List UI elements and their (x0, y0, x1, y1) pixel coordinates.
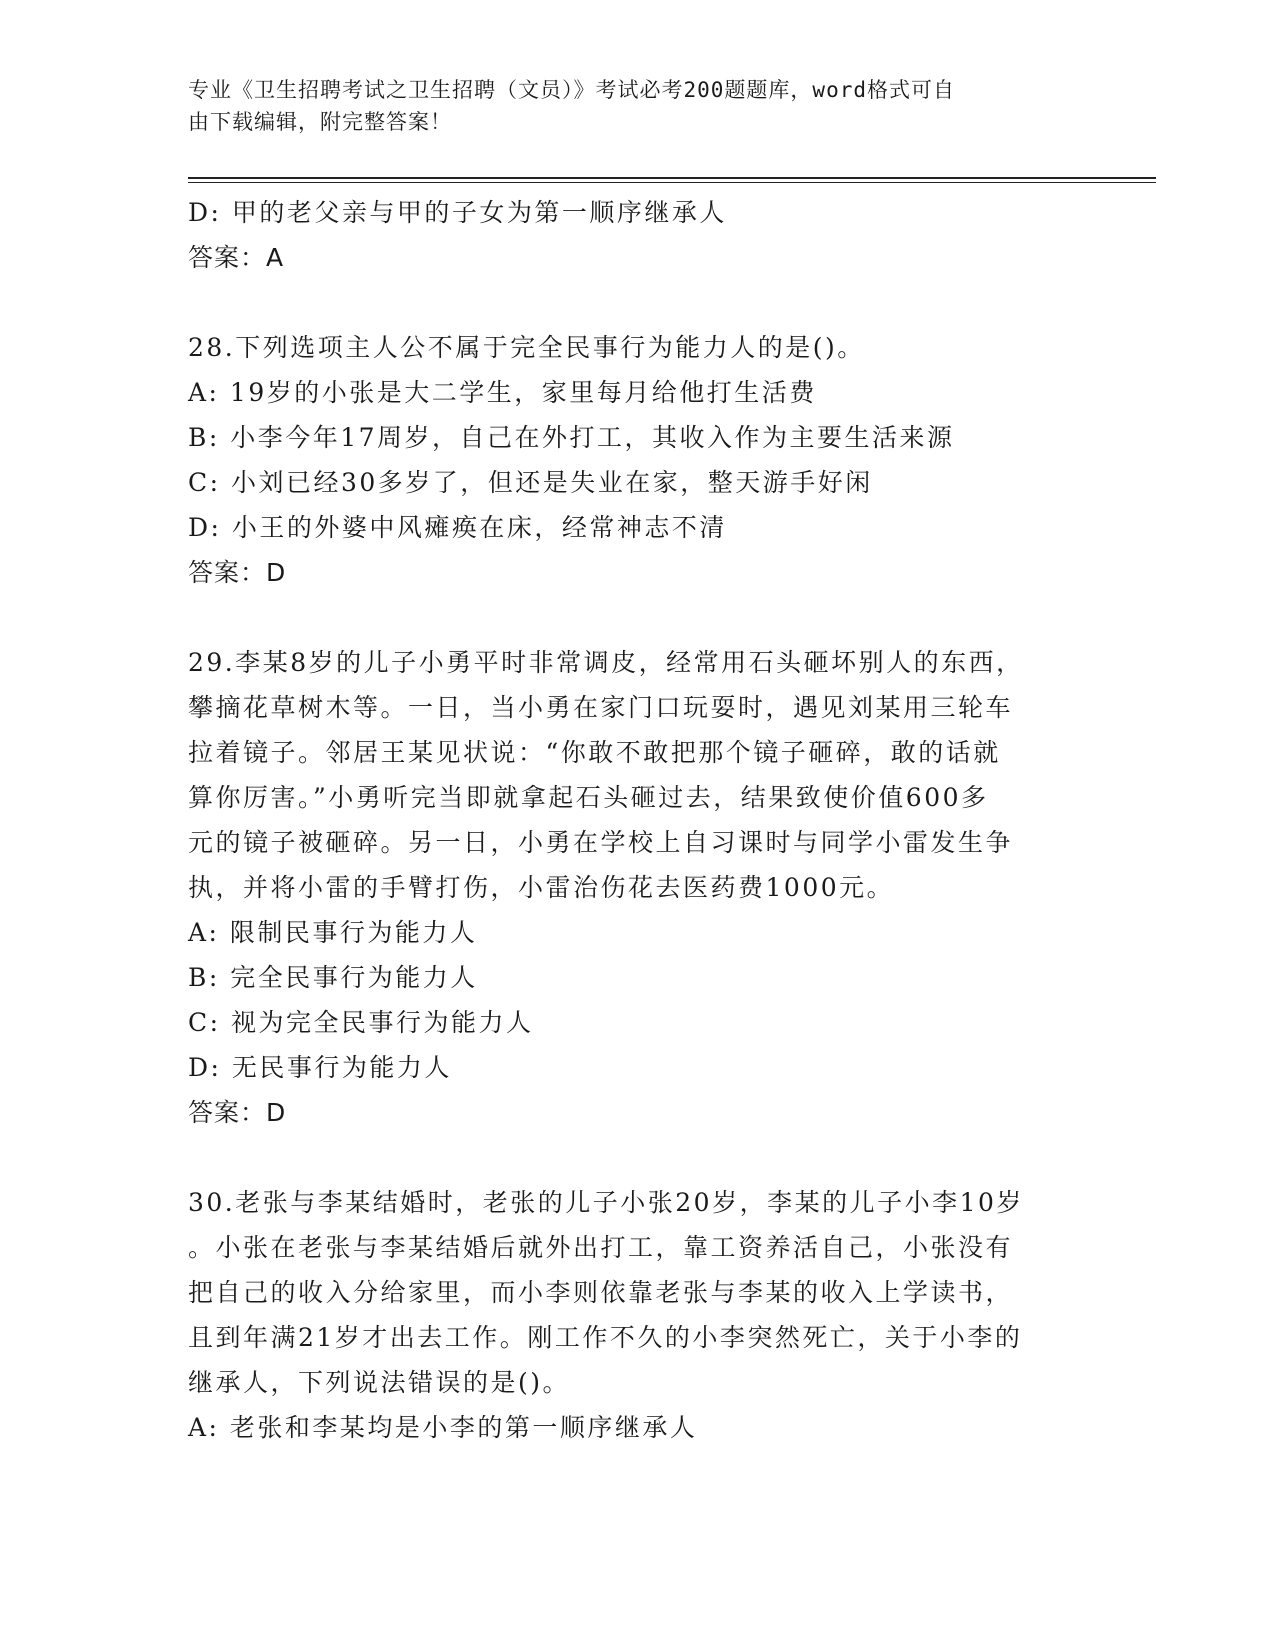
document-body (188, 190, 1088, 1450)
answer-line: 答案：A (188, 243, 285, 272)
question-stem-line: 。小张在老张与李某结婚后就外出打工，靠工资养活自己，小张没有 (188, 1233, 1014, 1262)
option-b: B: 小李今年17周岁，自己在外打工，其收入作为主要生活来源 (188, 423, 955, 452)
option-a: A: 老张和李某均是小李的第一顺序继承人 (188, 1413, 698, 1442)
header-title-line-2: 由下载编辑，附完整答案！ (188, 110, 452, 134)
question-stem-line: 29.李某8岁的儿子小勇平时非常调皮，经常用石头砸坏别人的东西， (188, 648, 1024, 677)
answer-line: 答案：D (188, 558, 287, 587)
question-stem-line: 把自己的收入分给家里，而小李则依靠老张与李某的收入上学读书， (188, 1278, 1014, 1307)
question-stem-line: 30.老张与李某结婚时，老张的儿子小张20岁，李某的儿子小李10岁 (188, 1188, 1024, 1217)
option-d: D: 小王的外婆中风瘫痪在床，经常神志不清 (188, 513, 727, 542)
spacer (188, 595, 1088, 640)
option-d: D: 无民事行为能力人 (188, 1053, 452, 1082)
question-30 (188, 1180, 1088, 1450)
question-28 (188, 325, 1088, 595)
option-c: C: 小刘已经30多岁了，但还是失业在家，整天游手好闲 (188, 468, 873, 497)
question-29 (188, 640, 1088, 1135)
option-a: A: 19岁的小张是大二学生，家里每月给他打生活费 (188, 378, 817, 407)
question-stem-line: 继承人，下列说法错误的是()。 (188, 1368, 571, 1397)
question-stem: 28.下列选项主人公不属于完全民事行为能力人的是()。 (188, 333, 865, 362)
question-stem-line: 算你厉害。”小勇听完当即就拿起石头砸过去，结果致使价值600多 (188, 783, 989, 812)
option-d: D: 甲的老父亲与甲的子女为第一顺序继承人 (188, 198, 727, 227)
option-c: C: 视为完全民事行为能力人 (188, 1008, 534, 1037)
document-header (188, 74, 1068, 138)
question-27-tail (188, 190, 1088, 280)
question-stem-line: 攀摘花草树木等。一日，当小勇在家门口玩耍时，遇见刘某用三轮车 (188, 693, 1014, 722)
spacer (188, 1135, 1088, 1180)
option-b: B: 完全民事行为能力人 (188, 963, 478, 992)
question-stem-line: 元的镜子被砸碎。另一日，小勇在学校上自习课时与同学小雷发生争 (188, 828, 1014, 857)
question-stem-line: 拉着镜子。邻居王某见状说：“你敢不敢把那个镜子砸碎，敢的话就 (188, 738, 1001, 767)
header-divider-thin (188, 182, 1156, 183)
answer-line: 答案：D (188, 1098, 287, 1127)
header-title-line-1: 专业《卫生招聘考试之卫生招聘（文员）》考试必考200题题库，word格式可自 (188, 78, 955, 102)
question-stem-line: 且到年满21岁才出去工作。刚工作不久的小李突然死亡，关于小李的 (188, 1323, 1023, 1352)
header-divider-thick (188, 177, 1156, 179)
option-a: A: 限制民事行为能力人 (188, 918, 478, 947)
spacer (188, 280, 1088, 325)
question-stem-line: 执，并将小雷的手臂打伤，小雷治伤花去医药费1000元。 (188, 873, 895, 902)
